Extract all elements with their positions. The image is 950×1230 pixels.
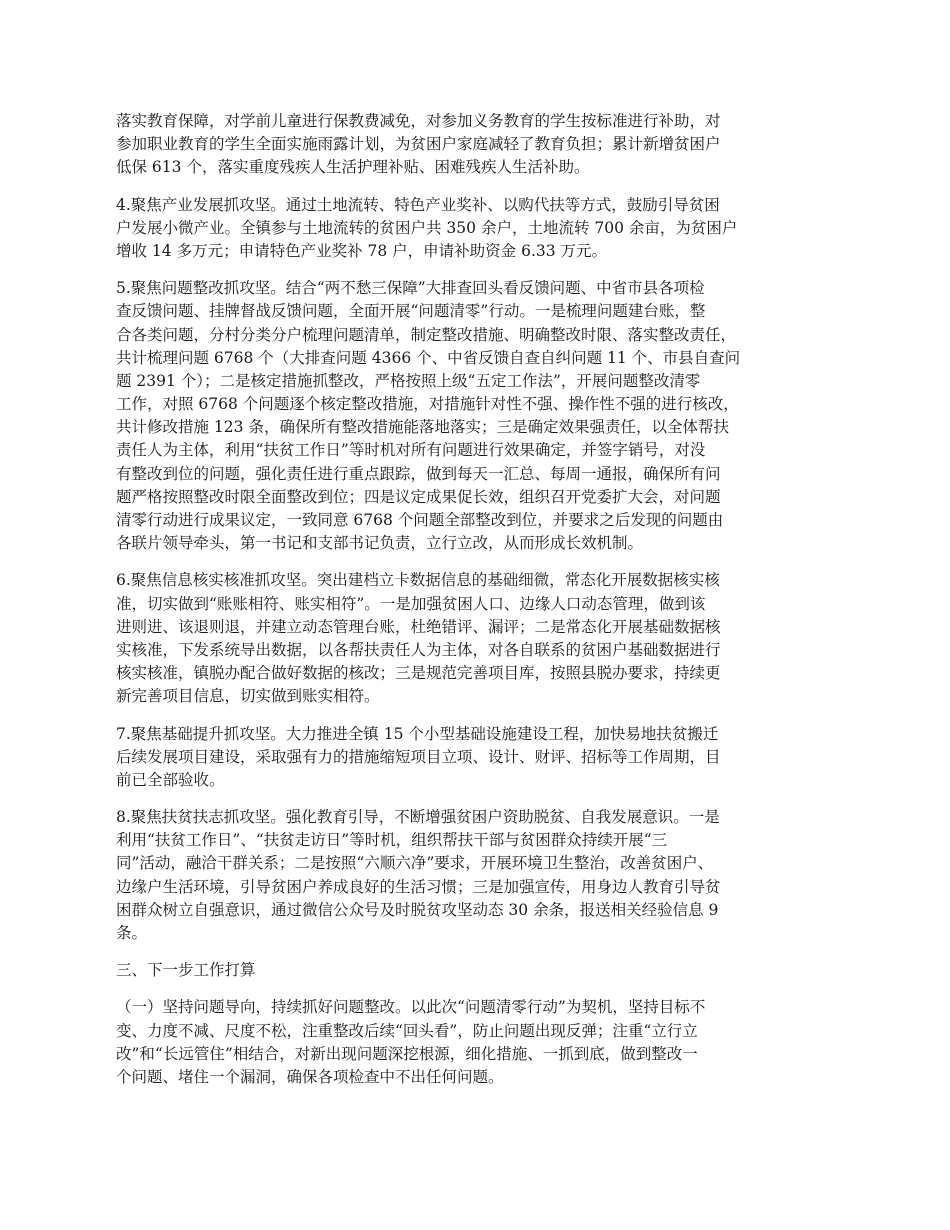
text-line: 查反馈问题、挂牌督战反馈问题，全面开展“问题清零”行动。一是梳理问题建台账，整 — [116, 302, 706, 321]
text-line: 进则进、该退则退，并建立动态管理台账，杜绝错评、漏评；二是常态化开展基础数据核 — [116, 617, 721, 636]
document-body — [116, 110, 838, 1103]
text-line: 后续发展项目建设，采取强有力的措施缩短项目立项、设计、财评、招标等工作周期，目 — [116, 747, 721, 766]
text-line: 利用“扶贫工作日”、“扶贫走访日”等时机，组织帮扶干部与贫困群众持续开展“三 — [116, 831, 668, 850]
text-line: 共计修改措施 123 条，确保所有整改措施能落地落实；三是确定效果强责任，以全体帮扶 — [116, 418, 729, 437]
paragraph-industry-development — [116, 194, 838, 264]
text-line: 有整改到位的问题，强化责任进行重点跟踪，做到每天一汇总、每周一通报，确保所有问 — [116, 464, 721, 483]
text-line: 增收 14 多万元；申请特色产业奖补 78 户，申请补助资金 6.33 万元。 — [116, 241, 608, 260]
paragraph-problem-rectification — [116, 277, 838, 555]
text-line: 清零行动进行成果议定，一致同意 6768 个问题全部整改到位，并要求之后发现的问题由 — [116, 511, 724, 529]
text-line: 7.聚焦基础提升抓攻坚。大力推进全镇 15 个小型基础设施建设工程，加快易地扶贫搬迁 — [116, 724, 719, 743]
text-line: 户发展小微产业。全镇参与土地流转的贫困户共 350 余户，土地流转 700 余亩，为贫困户 — [116, 218, 738, 237]
paragraph-infrastructure — [116, 723, 838, 793]
text-line: （一）坚持问题导向，持续抓好问题整改。以此次“问题清零行动”为契机，坚持目标不 — [116, 998, 706, 1017]
text-line: 题严格按照整改时限全面整改到位；四是议定成果促长效，组织召开党委扩大会，对问题 — [116, 487, 721, 506]
text-line: 低保 613 个，落实重度残疾人生活护理补贴、困难残疾人生活补助。 — [116, 158, 590, 177]
text-line: 8.聚焦扶贫扶志抓攻坚。强化教育引导，不断增强贫困户资助脱贫、自我发展意识。一是 — [116, 808, 720, 827]
text-line: 责任人为主体，利用“扶贫工作日”等时机对所有问题进行效果确定，并签字销号，对没 — [116, 441, 706, 460]
text-line: 共计梳理问题 6768 个（大排查问题 4366 个、中省反馈自查自纠问题 11 个、市县自查问 — [116, 348, 741, 367]
text-line: 合各类问题，分村分类分户梳理问题清单，制定整改措施、明确整改时限、落实整改责任， — [116, 325, 737, 344]
text-line: 变、力度不减、尺度不松，注重整改后续“回头看”，防止问题出现反弹；注重“立行立 — [116, 1021, 698, 1040]
text-line: 前已全部验收。 — [116, 770, 225, 789]
paragraph-problem-oriented — [116, 996, 838, 1089]
text-line: 实核准，下发系统导出数据，以各帮扶责任人为主体，对各自联系的贫困户基础数据进行 — [116, 640, 721, 659]
text-line: 题 2391 个）；二是核定措施抓整改，严格按照上级“五定工作法”，开展问题整改清零 — [116, 371, 701, 390]
text-line: 各联片领导牵头，第一书记和支部书记负责，立行立改，从而形成长效机制。 — [116, 534, 644, 553]
paragraph-poverty-aspiration — [116, 806, 838, 945]
section-heading-next-steps — [116, 959, 838, 982]
text-line: 4.聚焦产业发展抓攻坚。通过土地流转、特色产业奖补、以购代扶等方式，鼓励引导贫困 — [116, 195, 720, 214]
section-heading: 三、下一步工作打算 — [116, 961, 256, 980]
text-line: 困群众树立自强意识，通过微信公众号及时脱贫攻坚动态 30 余条，报送相关经验信息 9 — [116, 900, 719, 919]
text-line: 条。 — [116, 924, 148, 942]
text-line: 改”和“长远管住”相结合，对新出现问题深挖根源，细化措施、一抓到底，做到整改一 — [116, 1044, 698, 1063]
paragraph-information-verification — [116, 569, 838, 708]
text-line: 工作，对照 6768 个问题逐个核定整改措施，对措施针对性不强、操作性不强的进行核改， — [116, 395, 739, 414]
text-line: 6.聚焦信息核实核准抓攻坚。突出建档立卡数据信息的基础细微，常态化开展数据核实核 — [116, 571, 720, 590]
text-line: 核实核准，镇脱办配合做好数据的核改；三是规范完善项目库，按照县脱办要求，持续更 — [116, 664, 721, 683]
text-line: 新完善项目信息，切实做到账实相符。 — [116, 687, 380, 706]
paragraph-education-support — [116, 110, 838, 180]
text-line: 个问题、堵住一个漏洞，确保各项检查中不出任何问题。 — [116, 1067, 504, 1086]
text-line: 落实教育保障，对学前儿童进行保教费减免，对参加义务教育的学生按标准进行补助，对 — [116, 112, 721, 130]
text-line: 准，切实做到“账账相符、账实相符”。一是加强贫困人口、边缘人口动态管理，做到该 — [116, 594, 706, 613]
text-line: 边缘户生活环境，引导贫困户养成良好的生活习惯；三是加强宣传，用身边人教育引导贫 — [116, 877, 721, 896]
text-line: 同”活动，融洽干群关系；二是按照“六顺六净”要求，开展环境卫生整治，改善贫困户、 — [116, 854, 714, 873]
text-line: 参加职业教育的学生全面实施雨露计划，为贫困户家庭减轻了教育负担；累计新增贫困户 — [116, 135, 721, 154]
text-line: 5.聚焦问题整改抓攻坚。结合“两不愁三保障”大排查回头看反馈问题、中省市县各项检 — [116, 279, 705, 298]
